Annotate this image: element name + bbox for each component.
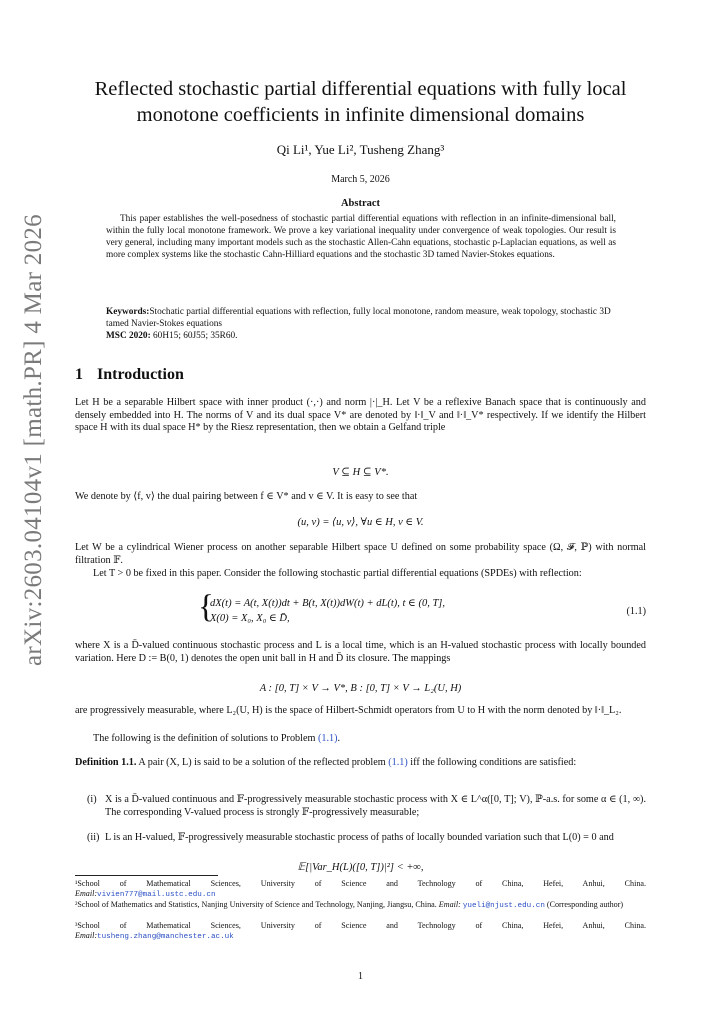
definition-reference-link[interactable]: (1.1) <box>388 757 408 768</box>
system-line-1: dX(t) = A(t, X(t))dt + B(t, X(t))dW(t) + dL(t), t ∈ (0, T], <box>210 598 445 609</box>
item-ii-label: (ii) <box>87 832 100 843</box>
equation-gelfand-triple: V ⊆ H ⊆ V*. <box>332 467 389 478</box>
paragraph-2: We denote by ⟨f, v⟩ the dual pairing between f ∈ V* and v ∈ V. It is easy to see that <box>75 491 418 502</box>
msc-label: MSC 2020: <box>106 331 151 341</box>
footnote-2-note: (Corresponding author) <box>544 900 624 909</box>
footnote-2 <box>75 900 646 911</box>
definition-1-1 <box>75 757 646 770</box>
title-line-2: monotone coefficients in infinite dimensional domains <box>136 104 585 126</box>
paper-date: March 5, 2026 <box>331 174 390 185</box>
section-heading <box>75 366 184 384</box>
paragraph-4: Let T > 0 be fixed in this paper. Consider the following stochastic partial differential equations (SPDEs) with reflection: <box>93 568 582 579</box>
definition-text-end: iff the following conditions are satisfied: <box>407 757 577 768</box>
footnote-2-text: ²School of Mathematics and Statistics, Nanjing University of Science and Technology, Nanjing, Jiangsu, China. <box>75 900 437 909</box>
title-line-1: Reflected stochastic partial differential equations with fully local <box>94 78 627 100</box>
paper-title <box>75 76 646 128</box>
author-list: Qi Li¹, Yue Li², Tusheng Zhang³ <box>276 142 445 157</box>
msc-codes: 60H15; 60J55; 35R60. <box>153 331 238 341</box>
arxiv-sidebar-stamp <box>14 200 54 680</box>
footnote-1-email-label: Email: <box>75 889 98 899</box>
paragraph-7-end: . <box>337 733 341 744</box>
definition-text: A pair (X, L) is said to be a solution of the reflected problem <box>136 757 389 768</box>
paragraph-7 <box>75 733 646 746</box>
footnote-3 <box>75 921 646 943</box>
keywords-text: Stochatic partial differential equations with reflection, fully local monotone, random measure, weak topology, stochastic 3D tamed Navier-Stokes equations <box>106 307 611 329</box>
footnote-2-email-label: Email: <box>438 900 461 909</box>
paragraph-6: are progressively measurable, where L₂(U, H) is the space of Hilbert-Schmidt operators from U to H with the norm denoted by ‖·‖_L₂. <box>75 705 622 716</box>
footnote-rule <box>75 875 218 876</box>
equation-system-1-1 <box>200 596 445 626</box>
footnote-3-email-label: Email: <box>75 931 98 941</box>
footnote-3-text: ³School of Mathematical Sciences, University of Science and Technology of China, Hefei, Anhui, China. <box>75 921 646 930</box>
section-title: Introduction <box>97 366 184 383</box>
keywords-label: Keywords: <box>106 307 150 317</box>
equation-pairing: (u, v) = ⟨u, v⟩, ∀u ∈ H, v ∈ V. <box>297 517 424 528</box>
footnote-1-text: ¹School of Mathematical Sciences, University of Science and Technology of China, Hefei, Anhui, China. <box>75 879 646 888</box>
footnote-2-email-link[interactable]: yueli@njust.edu.cn <box>462 902 545 910</box>
paragraph-5: where X is a D̄-valued continuous stochastic process and L is a local time, which is an H-valued stochastic process with locally bounded variation. Here D := B(0, 1) denotes the open unit ball in H and D̄ its closure. The mappings <box>75 640 646 664</box>
abstract-text: This paper establishes the well-posedness of stochastic partial differential equations with reflection in an infinite-dimensional ball, within the fully local monotone framework. We prove a key variational inequality under convergence of weak topologies. Our result is very general, including many important models such as the stochastic Allen-Cahn equations, stochastic p-Laplacian equations, as well as more complex systems like the stochastic Cahn-Hilliard equations and the stochastic 3D tamed Navier-Stokes equations. <box>106 214 616 260</box>
section-number: 1 <box>75 366 83 383</box>
equation-number: (1.1) <box>626 606 646 617</box>
paragraph-3: Let W be a cylindrical Wiener process on another separable Hilbert space U defined on some probability space (Ω, 𝓕, ℙ) with normal filtration 𝔽. <box>75 542 646 566</box>
equation-mappings: A : [0, T] × V → V*, B : [0, T] × V → L₂(U, H) <box>259 683 462 694</box>
item-ii-text: L is an H-valued, 𝔽-progressively measurable stochastic process of paths of locally bounded variation such that L(0) = 0 and <box>105 832 614 843</box>
item-i-text: X is a D̄-valued continuous and 𝔽-progressively measurable stochastic process with X ∈ L^α([0, T]; V), ℙ-a.s. for some α ∈ (1, ∞). The corresponding V-valued process is strongly 𝔽-progressively measurable; <box>105 794 646 818</box>
paragraph-7-text: The following is the definition of solutions to Problem <box>93 733 318 744</box>
equation-variation-bound: 𝔼[|Var_H(L)([0, T])|²] < +∞, <box>297 862 424 873</box>
item-i-label: (i) <box>87 794 97 805</box>
abstract-heading: Abstract <box>340 198 381 209</box>
paragraph-1: Let H be a separable Hilbert space with inner product (·,·) and norm |·|_H. Let V be a reflexive Banach space that is continuously and densely embedded into H. The norms of V and its dual space V* are denoted by ‖·‖_V and ‖·‖_V* respectively. If we identify the Hilbert space H with its dual space H* by the Riesz representation, then we obtain a Gelfand triple <box>75 397 646 434</box>
page-number: 1 <box>358 971 363 982</box>
definition-label: Definition 1.1. <box>75 757 137 768</box>
footnote-1 <box>75 879 646 901</box>
equation-brace: { <box>198 589 214 625</box>
equation-reference-link[interactable]: (1.1) <box>317 733 338 744</box>
footnote-1-email-link[interactable]: vivien777@mail.ustc.edu.cn <box>97 891 216 900</box>
arxiv-identifier: arXiv:2603.04104v1 [math.PR] 4 Mar 2026 <box>20 214 47 666</box>
keywords-block <box>106 306 616 342</box>
footnote-3-email-link[interactable]: tusheng.zhang@manchester.ac.uk <box>97 933 234 942</box>
system-line-2: X(0) = X₀, X₀ ∈ D̄, <box>210 613 290 624</box>
